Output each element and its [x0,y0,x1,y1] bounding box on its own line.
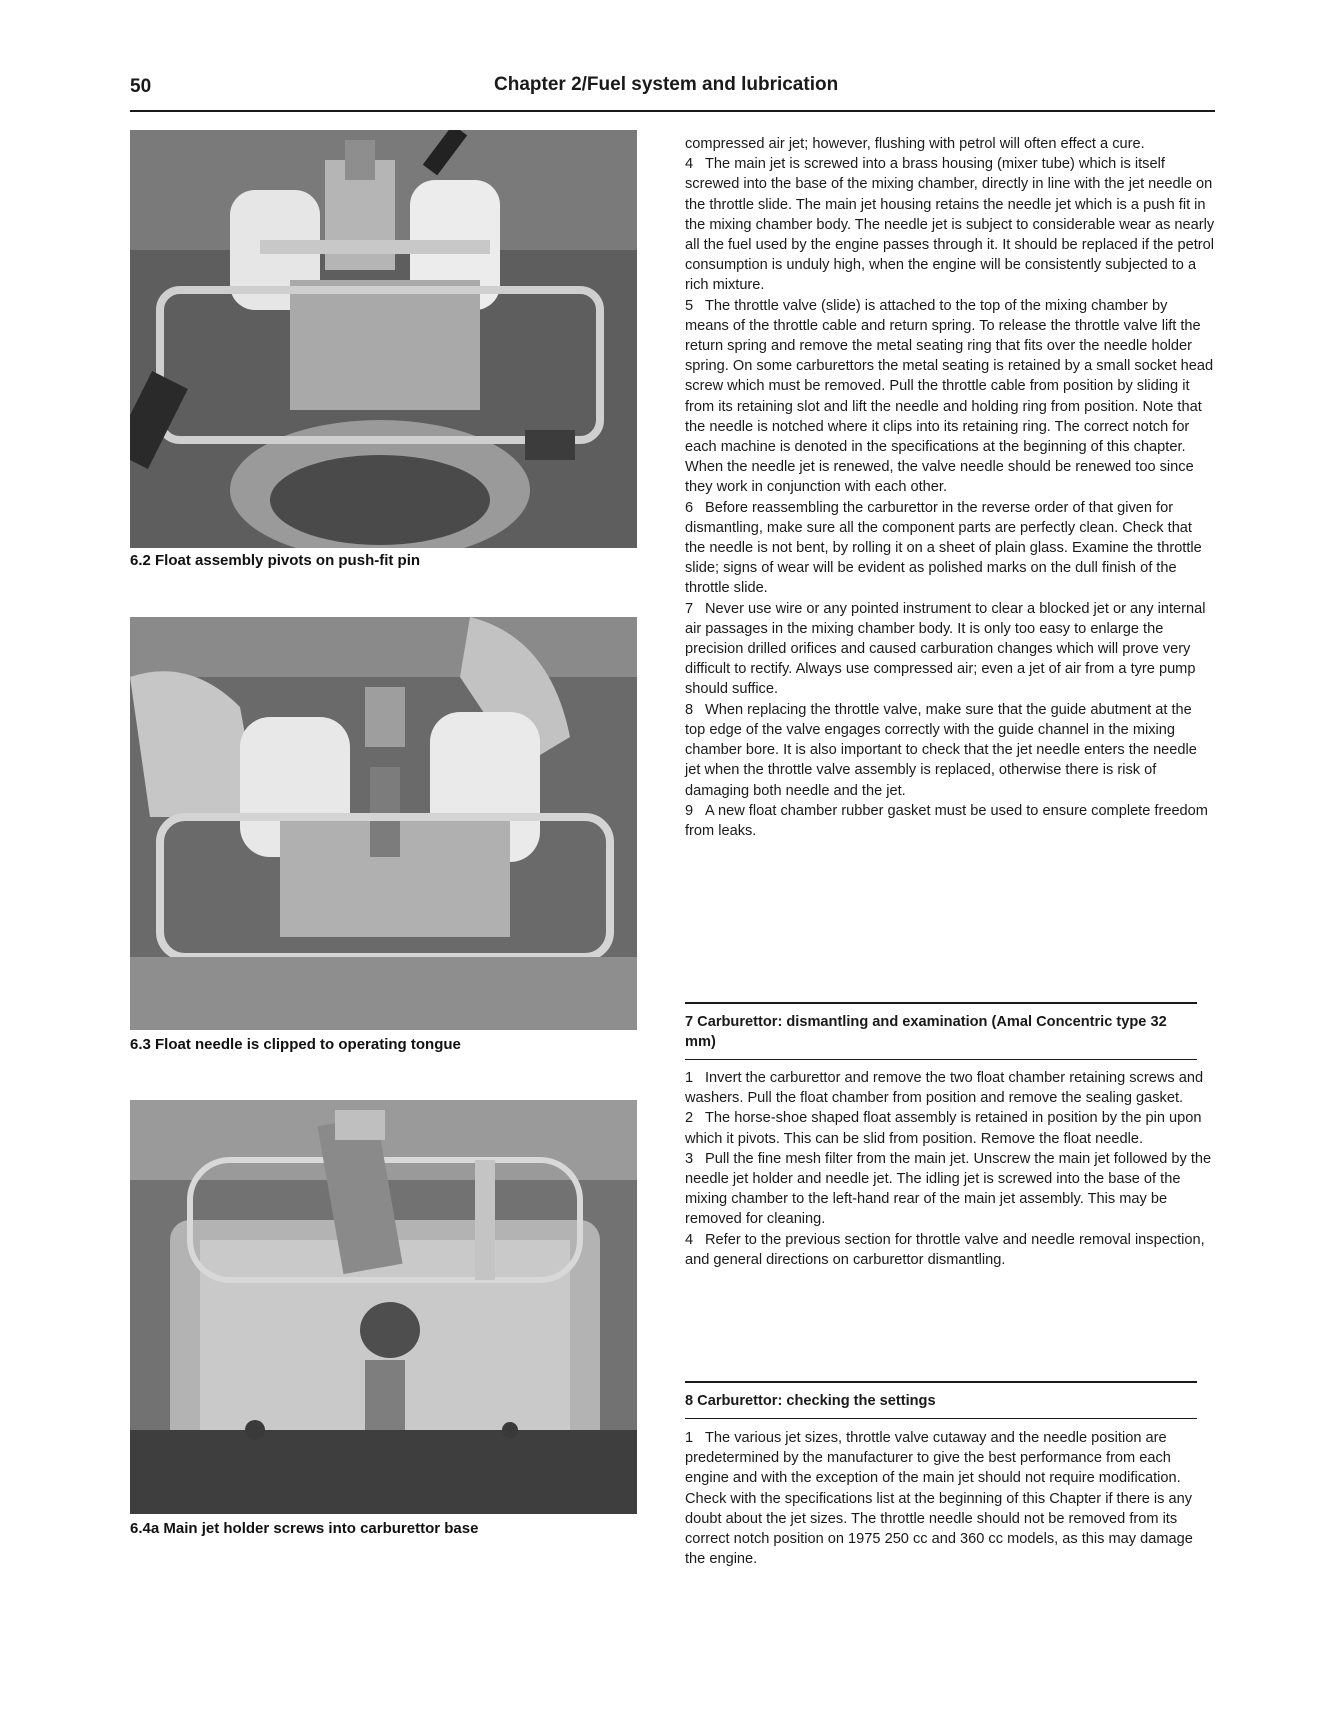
section-7-bottom-rule [685,1059,1197,1060]
paragraph [685,154,1215,295]
paragraph [685,1428,1215,1569]
paragraph-text: When replacing the throttle valve, make sure that the guide abutment at the top edge of the valve engages correctly with the guide channel in the mixing chamber bore. It is also important to check that the jet needle enters the needle jet when the throttle valve assembly is replaced, otherwise there is risk of damaging both needle and the jet. [685,701,1197,799]
paragraph [685,1230,1215,1270]
paragraph-number: 2 [685,1110,694,1127]
section-8-bottom-rule [685,1418,1197,1419]
section-6-text [685,134,1215,841]
section-8-text [685,1428,1215,1569]
photo-float-assembly [130,130,637,548]
section-7-text [685,1068,1215,1270]
paragraph [685,801,1215,841]
chapter-title: Chapter 2/Fuel system and lubrication [494,74,839,95]
paragraph-text: Refer to the previous section for throttle valve and needle removal inspection, and general directions on carburettor dismantling. [685,1231,1205,1268]
paragraph [685,1068,1215,1108]
section-7-top-rule [685,1002,1197,1004]
page-header [130,70,1215,110]
paragraph-text: Never use wire or any pointed instrument to clear a blocked jet or any internal air passages in the mixing chamber body. It is only too easy to enlarge the precision drilled orifices and caused carburation changes which will prove very difficult to rectify. Always use compressed air; even a jet of air from a tyre pump should suffice. [685,600,1206,698]
photo-float-needle [130,617,637,1030]
paragraph-number: 4 [685,1231,694,1248]
figure-caption-6-2: 6.2 Float assembly pivots on push-fit pin [130,552,421,569]
paragraph [685,1108,1215,1148]
paragraph [685,1149,1215,1230]
paragraph-number: 8 [685,701,694,718]
paragraph [685,599,1215,700]
paragraph-number: 5 [685,297,694,314]
header-rule [130,110,1215,112]
paragraph-number: 3 [685,1150,694,1167]
paragraph [685,498,1215,599]
paragraph-number: 7 [685,600,694,617]
paragraph-text: The horse-shoe shaped float assembly is retained in position by the pin upon which it pivots. This can be slid from position. Remove the float needle. [685,1110,1202,1147]
photo-main-jet-holder [130,1100,637,1514]
paragraph-text: A new float chamber rubber gasket must be used to ensure complete freedom from leaks. [685,802,1208,839]
page-number: 50 [130,76,152,97]
paragraph-text: The various jet sizes, throttle valve cutaway and the needle position are predetermined by the manufacturer to give the best performance from each engine and with the exception of the main jet should not require modification. Check with the specifications list at the beginning of this Chapter if there is any doubt about the jet sizes. The throttle needle should not be removed from its correct notch position on 1975 250 cc and 360 cc models, as this may damage the engine. [685,1430,1193,1568]
paragraph-number: 6 [685,499,694,516]
paragraph-number: 4 [685,156,694,173]
paragraph-number: 1 [685,1070,694,1086]
section-7-heading: 7 Carburettor: dismantling and examination (Amal Concentric type 32 mm) [685,1014,1167,1050]
paragraph [685,296,1215,498]
section-8-heading: 8 Carburettor: checking the settings [685,1393,936,1409]
paragraph-number: 1 [685,1430,694,1446]
figure-caption-6-3: 6.3 Float needle is clipped to operating tongue [130,1036,461,1053]
figure-caption-6-4a: 6.4a Main jet holder screws into carburettor base [130,1520,479,1537]
paragraph-text: Invert the carburettor and remove the two float chamber retaining screws and washers. Pull the float chamber from position and remove the sealing gasket. [685,1070,1204,1107]
paragraph-text: The throttle valve (slide) is attached to the top of the mixing chamber by means of the throttle cable and return spring. To release the throttle valve lift the return spring and remove the metal seating ring that fits over the needle holder spring. On some carburettors the metal seating is retained by a small socket head screw which must be removed. Pull the throttle cable from position by sliding it from its retaining slot and lift the needle and holding ring from position. Note that the needle is notched where it clips into its retaining ring. The correct notch for each machine is denoted in the specifications at the beginning of this chapter. When the needle jet is renewed, the valve needle should be renewed too since they work in conjunction with each other. [685,297,1214,496]
paragraph: compressed air jet; however, flushing with petrol will often effect a cure. [685,136,1145,152]
paragraph-text: The main jet is screwed into a brass housing (mixer tube) which is itself screwed into the base of the mixing chamber, directly in line with the jet needle on the throttle slide. The main jet housing retains the needle jet which is a push fit in the mixing chamber body. The needle jet is subject to considerable wear as nearly all the fuel used by the engine passes through it. It should be replaced if the petrol consumption is unduly high, when the engine will be consistently subjected to a rich mixture. [685,156,1215,294]
paragraph-number: 9 [685,802,694,819]
paragraph-text: Before reassembling the carburettor in the reverse order of that given for dismantling, make sure all the component parts are perfectly clean. Check that the needle is not bent, by rolling it on a sheet of plain glass. Examine the throttle slide; signs of wear will be evident as polished marks on the dull finish of the throttle slide. [685,499,1202,597]
paragraph-text: Pull the fine mesh filter from the main jet. Unscrew the main jet followed by the needle jet holder and needle jet. The idling jet is screwed into the base of the mixing chamber to the left-hand rear of the main jet assembly. This may be removed for cleaning. [685,1150,1212,1228]
paragraph [685,700,1215,801]
section-8-top-rule [685,1381,1197,1383]
